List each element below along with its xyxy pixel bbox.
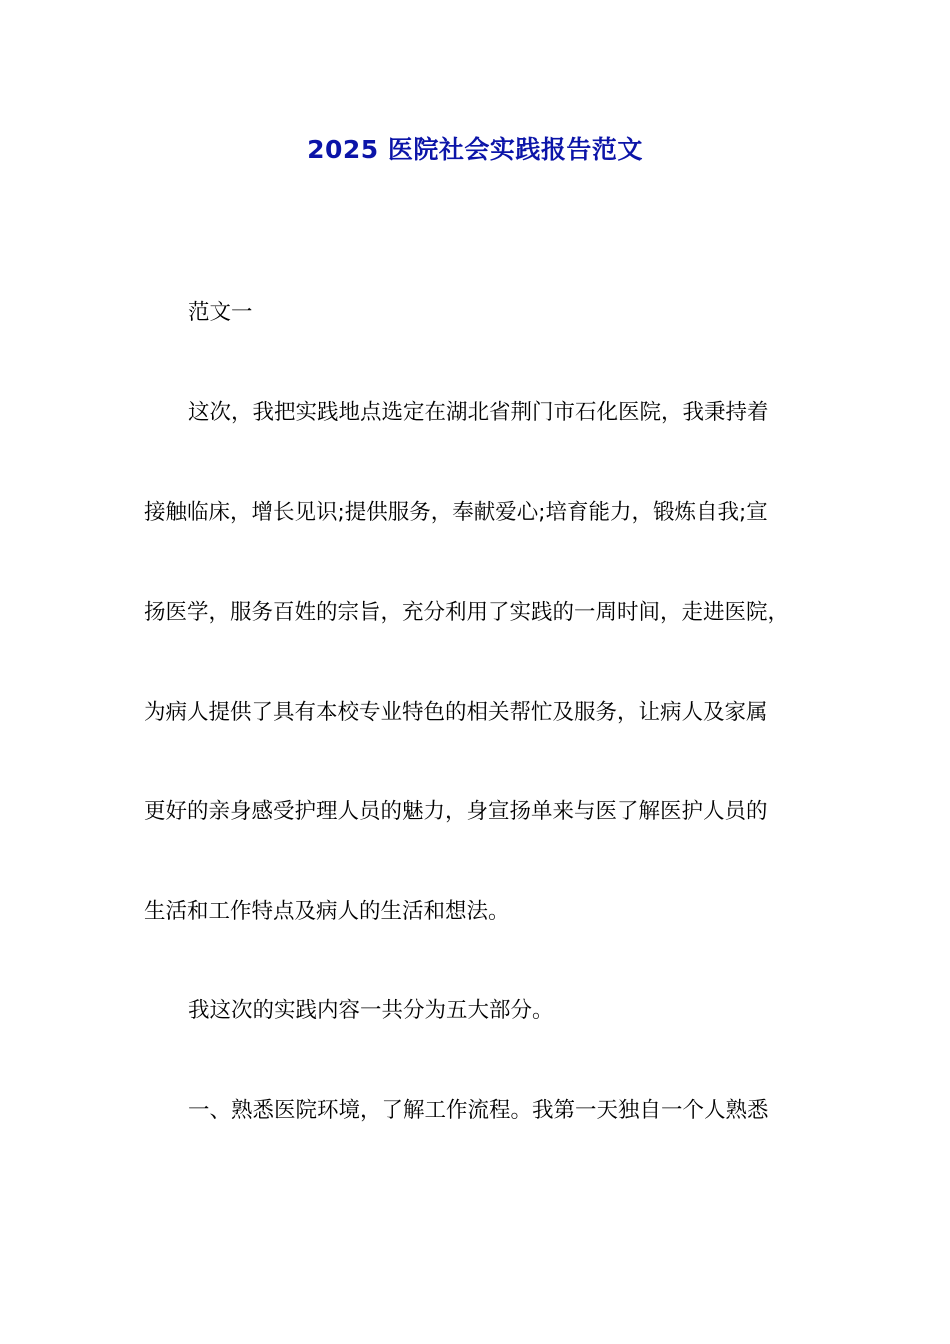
- paragraph-line: 接触临床，增长见识;提供服务，奉献爱心;培育能力，锻炼自我;宣: [144, 500, 768, 525]
- paragraph-line: 更好的亲身感受护理人员的魅力，身宣扬单来与医了解医护人员的: [144, 799, 768, 824]
- paragraph-line: 扬医学，服务百姓的宗旨，充分利用了实践的一周时间，走进医院，: [144, 600, 790, 625]
- paragraph-line: 为病人提供了具有本校专业特色的相关帮忙及服务，让病人及家属: [144, 700, 768, 725]
- paragraph-line: 一、熟悉医院环境，了解工作流程。我第一天独自一个人熟悉: [188, 1098, 769, 1123]
- document-title: 2025 医院社会实践报告范文: [307, 135, 643, 164]
- paragraph-line: 这次，我把实践地点选定在湖北省荆门市石化医院，我秉持着: [188, 400, 769, 425]
- paragraph-line: 我这次的实践内容一共分为五大部分。: [188, 998, 554, 1023]
- paragraph-line: 生活和工作特点及病人的生活和想法。: [144, 899, 510, 924]
- section-heading: 范文一: [188, 300, 253, 325]
